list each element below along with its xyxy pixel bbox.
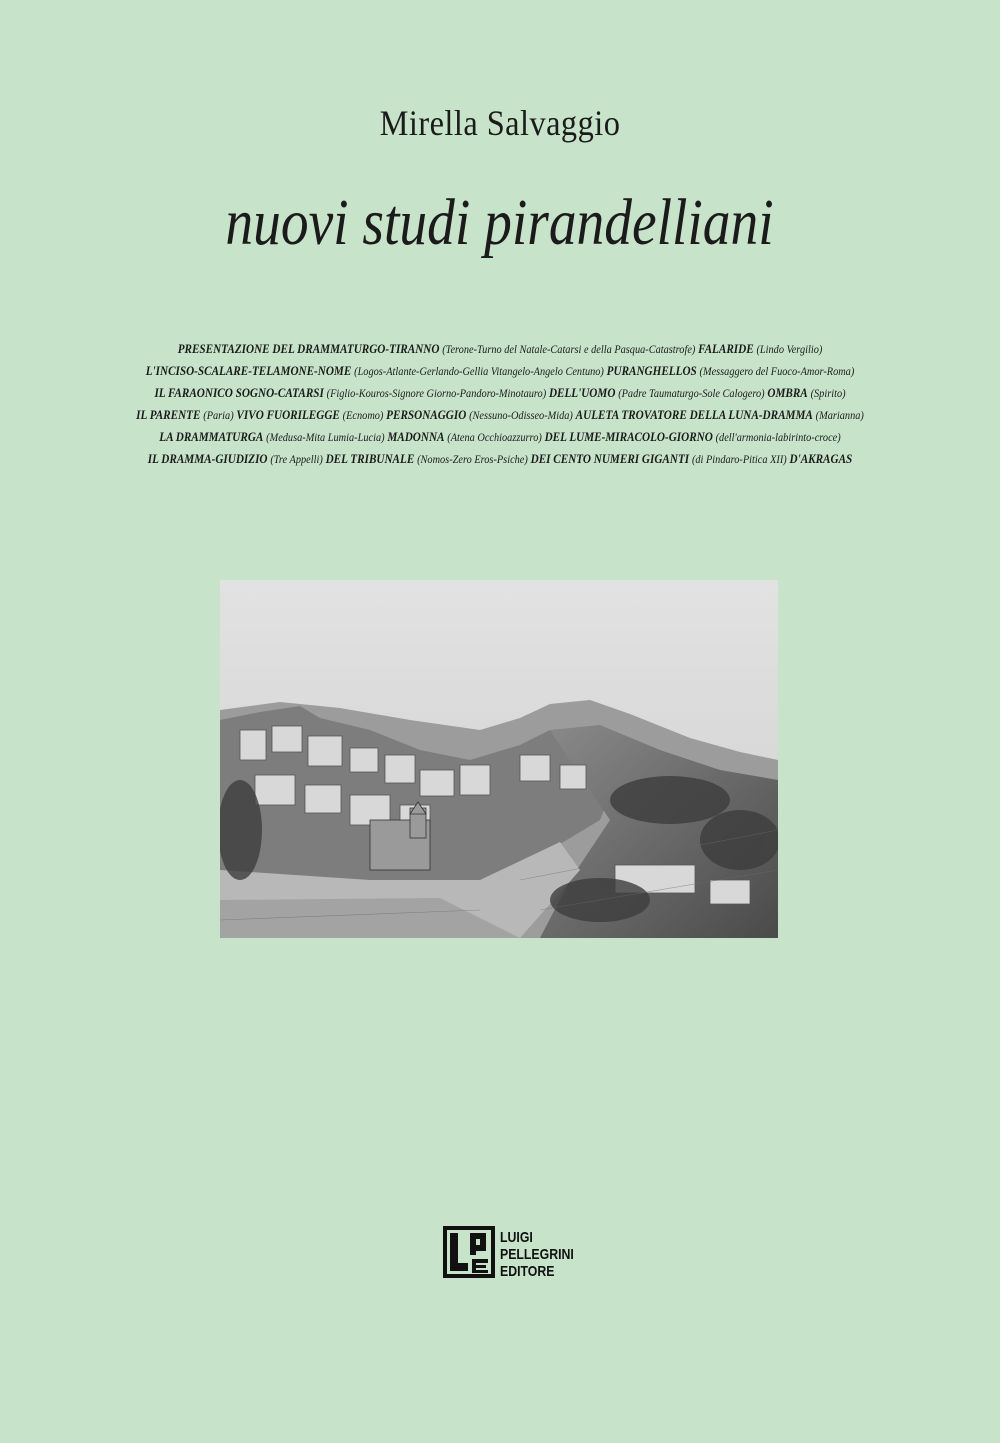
contents-line — [70, 382, 930, 404]
publisher-line-2: PELLEGRINI — [500, 1246, 574, 1263]
contents-line — [70, 448, 930, 470]
contents-subtitle: (dell'armonia-labirinto-croce) — [715, 430, 841, 444]
contents-heading: MADONNA — [387, 429, 445, 444]
contents-heading: OMBRA — [767, 385, 808, 400]
publisher-monogram-icon — [442, 1225, 496, 1279]
contents-subtitle: (di Pindaro-Pitica XII) — [691, 452, 787, 466]
contents-heading: PERSONAGGIO — [386, 407, 467, 422]
contents-subtitle: (Messaggero del Fuoco-Amor-Roma) — [699, 364, 855, 378]
contents-line — [70, 360, 930, 382]
publisher-line-3: EDITORE — [500, 1263, 555, 1280]
contents-heading: DELL'UOMO — [548, 385, 616, 400]
publisher-logo — [442, 1225, 592, 1285]
town-photograph — [220, 580, 778, 938]
contents-line — [70, 426, 930, 448]
contents-heading: IL PARENTE — [136, 407, 201, 422]
contents-heading: IL FARAONICO SOGNO-CATARSI — [154, 385, 324, 400]
book-title: nuovi studi pirandelliani — [225, 186, 774, 259]
contents-heading: DEI CENTO NUMERI GIGANTI — [530, 451, 690, 466]
contents-line — [70, 338, 930, 360]
contents-subtitle: (Medusa-Mita Lumia-Lucia) — [266, 430, 385, 444]
publisher-line-1: LUIGI — [500, 1229, 533, 1246]
contents-heading: L'INCISO-SCALARE-TELAMONE-NOME — [145, 363, 352, 378]
contents-heading: AULETA TROVATORE DELLA LUNA-DRAMMA — [575, 407, 813, 422]
contents-heading: IL DRAMMA-GIUDIZIO — [147, 451, 268, 466]
contents-subtitle: (Figlio-Kouros-Signore Giorno-Pandoro-Minotauro) — [326, 386, 547, 400]
author-name: Mirella Salvaggio — [379, 103, 621, 143]
contents-subtitle: (Spirito) — [810, 386, 846, 400]
contents-subtitle: (Padre Taumaturgo-Sole Calogero) — [618, 386, 765, 400]
contents-heading: D'AKRAGAS — [789, 451, 853, 466]
contents-subtitle: (Ecnomo) — [342, 408, 384, 422]
contents-subtitle: (Terone-Turno del Natale-Catarsi e della Pasqua-Catastrofe) — [442, 342, 696, 356]
contents-heading: PRESENTAZIONE DEL DRAMMATURGO-TIRANNO — [177, 341, 440, 356]
contents-subtitle: (Nomos-Zero Eros-Psiche) — [417, 452, 528, 466]
contents-heading: VIVO FUORILEGGE — [236, 407, 340, 422]
contents-subtitle: (Logos-Atlante-Gerlando-Gellia Vitangelo-Angelo Centuno) — [354, 364, 604, 378]
contents-subtitle: (Paria) — [203, 408, 234, 422]
contents-subtitle: (Nessuno-Odisseo-Mida) — [469, 408, 573, 422]
contents-subtitle: (Lindo Vergilio) — [756, 342, 823, 356]
contents-subtitle: (Atena Occhioazzurro) — [447, 430, 542, 444]
contents-subtitle: (Marianna) — [815, 408, 864, 422]
contents-heading: DEL LUME-MIRACOLO-GIORNO — [544, 429, 713, 444]
contents-subtitle: (Tre Appelli) — [270, 452, 323, 466]
contents-heading: PURANGHELLOS — [606, 363, 697, 378]
publisher-name — [500, 1229, 574, 1280]
contents-heading: FALARIDE — [698, 341, 754, 356]
contents-line — [70, 404, 930, 426]
contents-list — [0, 338, 1000, 470]
contents-heading: LA DRAMMATURGA — [159, 429, 264, 444]
contents-heading: DEL TRIBUNALE — [325, 451, 415, 466]
